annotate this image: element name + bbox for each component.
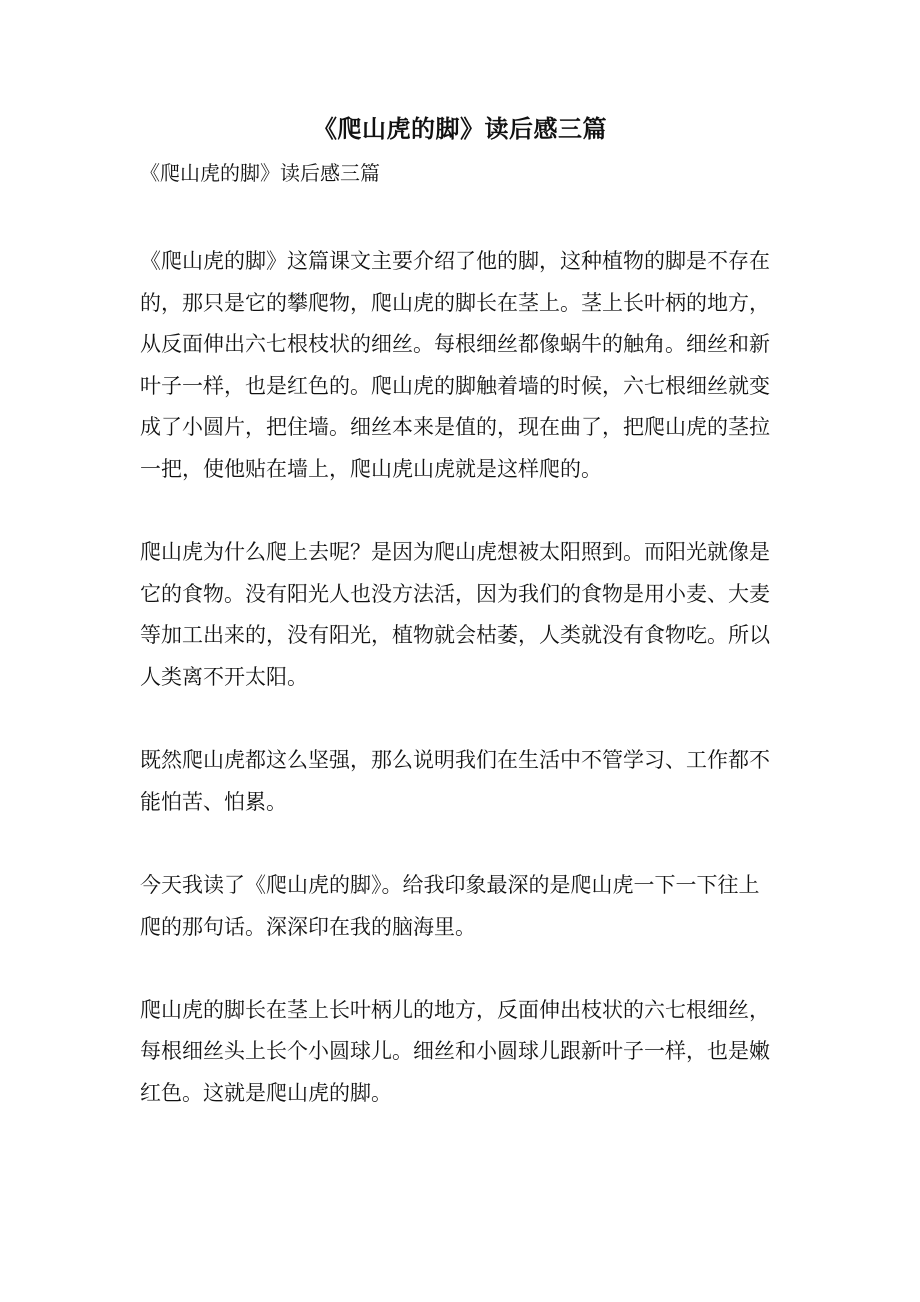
document-title: 《爬山虎的脚》读后感三篇 xyxy=(313,114,607,143)
document-subtitle: 《爬山虎的脚》读后感三篇 xyxy=(140,161,380,185)
document-body xyxy=(140,241,772,1156)
paragraph-1: 《爬山虎的脚》这篇课文主要介绍了他的脚，这种植物的脚是不存在的，那只是它的攀爬物，爬山虎的脚长在茎上。茎上长叶柄的地方，从反面伸出六七根枝状的细丝。每根细丝都像蜗牛的触角。细丝和新叶子一样，也是红色的。爬山虎的脚触着墙的时候，六七根细丝就变成了小圆片，把住墙。细丝本来是值的，现在曲了，把爬山虎的茎拉一把，使他贴在墙上，爬山虎山虎就是这样爬的。 xyxy=(140,249,770,481)
paragraph-2: 爬山虎为什么爬上去呢？是因为爬山虎想被太阳照到。而阳光就像是它的食物。没有阳光人也没方法活，因为我们的食物是用小麦、大麦等加工出来的，没有阳光，植物就会枯萎，人类就没有食物吃。所以人类离不开太阳。 xyxy=(140,540,770,689)
paragraph-5: 爬山虎的脚长在茎上长叶柄儿的地方，反面伸出枝状的六七根细丝，每根细丝头上长个小圆球儿。细丝和小圆球儿跟新叶子一样，也是嫩红色。这就是爬山虎的脚。 xyxy=(140,997,770,1105)
paragraph-3: 既然爬山虎都这么坚强，那么说明我们在生活中不管学习、工作都不能怕苦、怕累。 xyxy=(140,748,770,814)
paragraph-4: 今天我读了《爬山虎的脚》。给我印象最深的是爬山虎一下一下往上爬的那句话。深深印在我的脑海里。 xyxy=(140,872,760,939)
